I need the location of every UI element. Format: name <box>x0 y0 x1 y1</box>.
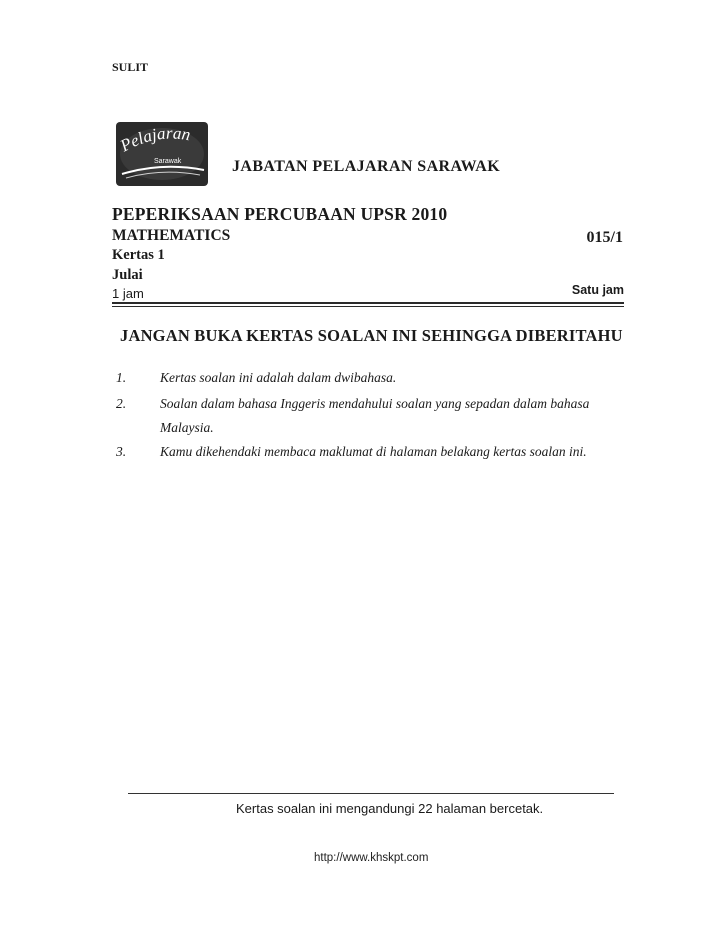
department-name: JABATAN PELAJARAN SARAWAK <box>232 158 501 175</box>
instruction-number: 1. <box>116 370 127 385</box>
header-divider-thick <box>112 302 624 304</box>
pelajaran-sarawak-logo-icon <box>116 122 208 186</box>
instruction-text-continued: Malaysia. <box>160 420 214 435</box>
instruction-text: Kamu dikehendaki membaca maklumat di halaman belakang kertas soalan ini. <box>160 444 587 459</box>
instruction-text: Kertas soalan ini adalah dalam dwibahasa. <box>160 370 397 385</box>
classification-label: SULIT <box>112 60 149 74</box>
exam-duration-words: Satu jam <box>571 283 624 297</box>
header-divider-thin <box>112 306 624 307</box>
exam-title: PEPERIKSAAN PERCUBAAN UPSR 2010 <box>112 204 448 224</box>
exam-paper: Kertas 1 <box>112 247 165 263</box>
exam-month: Julai <box>112 267 143 283</box>
exam-subject: MATHEMATICS <box>112 227 231 244</box>
exam-duration: 1 jam <box>112 286 144 301</box>
instruction-number: 3. <box>116 444 127 459</box>
page-count-note: Kertas soalan ini mengandungi 22 halaman bercetak. <box>236 801 544 816</box>
exam-code: 015/1 <box>586 229 623 246</box>
logo-main-text: Pelajaran <box>117 123 192 156</box>
instruction-text: Soalan dalam bahasa Inggeris mendahului soalan yang sepadan dalam bahasa <box>160 396 590 411</box>
footer-divider <box>128 793 614 794</box>
do-not-open-warning: JANGAN BUKA KERTAS SOALAN INI SEHINGGA DIBERITAHU <box>120 326 623 345</box>
source-url-link[interactable]: http://www.khskpt.com <box>314 852 429 864</box>
logo-sub-text: Sarawak <box>154 158 182 165</box>
instruction-number: 2. <box>116 396 127 411</box>
